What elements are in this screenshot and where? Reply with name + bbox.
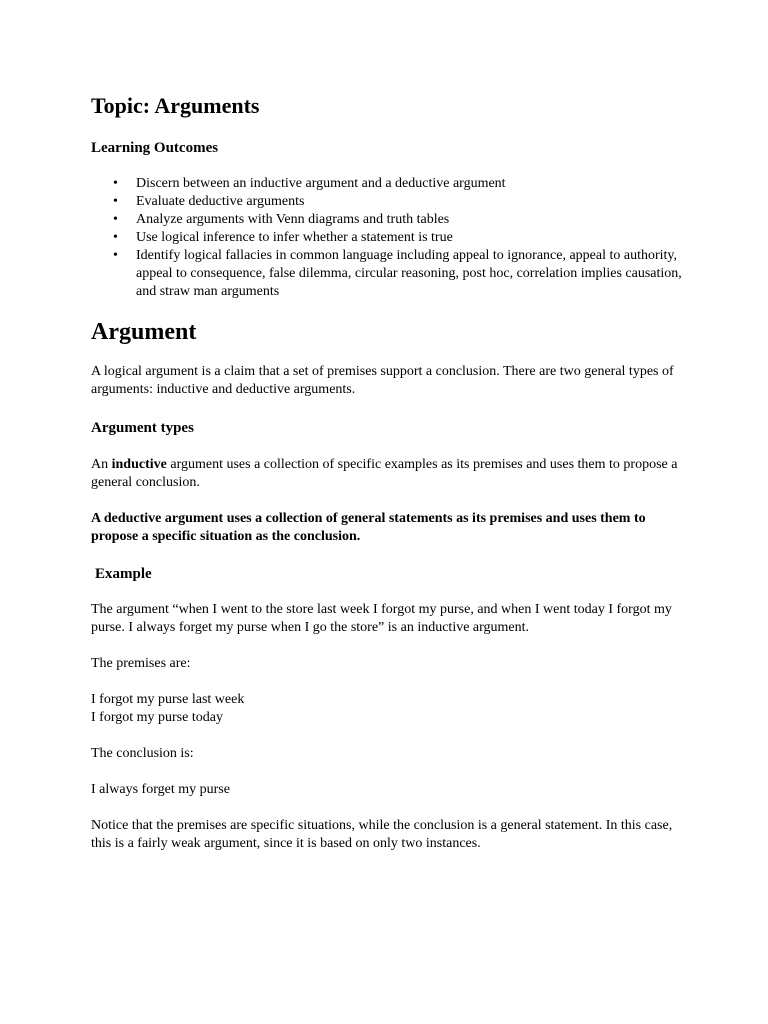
premises-label: The premises are:	[91, 656, 191, 671]
list-item: • Analyze arguments with Venn diagrams and truth tables	[113, 212, 450, 227]
learning-outcomes-heading: Learning Outcomes	[91, 140, 219, 156]
example-statement: The argument “when I went to the store last week I forgot my purse, and when I went today I forgot my purse. I always forget my purse when I go the store” is an inductive argument.	[91, 602, 672, 635]
bullet-icon: •	[113, 176, 118, 191]
deductive-definition: A deductive argument uses a collection of general statements as its premises and uses them to propose a specific situation as the conclusion.	[91, 511, 646, 544]
conclusion-label: The conclusion is:	[91, 746, 194, 761]
bullet-icon: •	[113, 248, 118, 263]
conclusion: I always forget my purse	[91, 782, 230, 797]
inductive-definition: An inductive argument uses a collection of specific examples as its premises and uses them to propose a general conclusion.	[91, 457, 678, 490]
example-heading: Example	[95, 566, 152, 582]
premise-1: I forgot my purse last week	[91, 692, 245, 707]
page-title: Topic: Arguments	[91, 93, 260, 118]
inductive-term: inductive	[111, 457, 167, 472]
argument-types-heading: Argument types	[91, 420, 194, 436]
list-item: • Discern between an inductive argument and a deductive argument	[113, 176, 506, 191]
bullet-icon: •	[113, 212, 118, 227]
argument-intro: A logical argument is a claim that a set of premises support a conclusion. There are two general types of arguments: inductive and deductive arguments.	[91, 364, 674, 397]
bullet-icon: •	[113, 230, 118, 245]
notice-paragraph: Notice that the premises are specific situations, while the conclusion is a general statement. In this case, this is a fairly weak argument, since it is based on only two instances.	[91, 818, 673, 851]
list-item: • Use logical inference to infer whether a statement is true	[113, 230, 453, 245]
list-item: • Evaluate deductive arguments	[113, 194, 305, 209]
argument-heading: Argument	[91, 319, 197, 345]
bullet-icon: •	[113, 194, 118, 209]
list-item: • Identify logical fallacies in common language including appeal to ignorance, appeal to authority, appeal to consequence, false dilemma, circular reasoning, post hoc, correlation implies causation, and straw man arguments	[113, 248, 682, 299]
learning-outcomes-list	[91, 175, 691, 301]
premise-2: I forgot my purse today	[91, 710, 223, 725]
